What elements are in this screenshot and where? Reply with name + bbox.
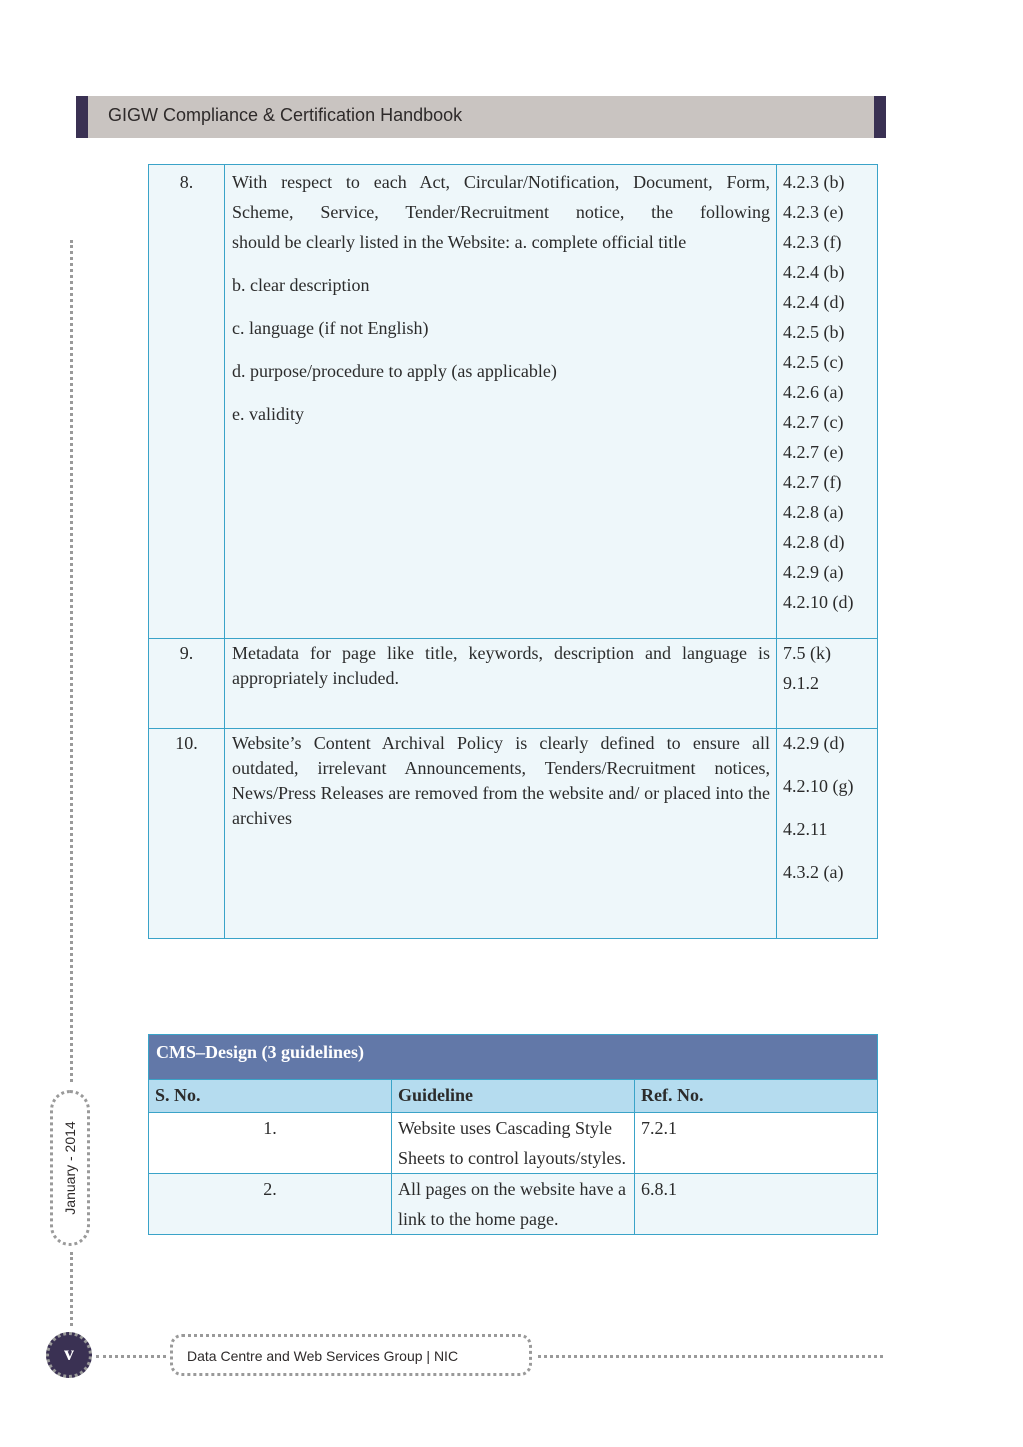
footer-dotted-line-left bbox=[96, 1355, 166, 1358]
serial-number-cell: 9. bbox=[149, 639, 225, 729]
reference-number: 4.2.6 (a) bbox=[783, 382, 844, 402]
page-number-badge bbox=[46, 1332, 92, 1378]
guidelines-table-continued bbox=[148, 164, 878, 939]
guideline-sub-item: d. purpose/procedure to apply (as applicable) bbox=[232, 361, 557, 381]
reference-number: 4.2.4 (b) bbox=[783, 262, 845, 282]
guideline-cell: All pages on the website have a link to the home page. bbox=[392, 1174, 635, 1235]
table-row bbox=[149, 729, 878, 939]
reference-number: 4.2.5 (c) bbox=[783, 352, 844, 372]
reference-cell: 6.8.1 bbox=[635, 1174, 878, 1235]
cms-design-table bbox=[148, 1034, 878, 1235]
guideline-line: Scheme, Service, Tender/Recruitment notice, the following bbox=[232, 202, 770, 222]
reference-number: 9.1.2 bbox=[783, 673, 819, 693]
reference-number: 4.2.7 (c) bbox=[783, 412, 844, 432]
header-accent-right bbox=[874, 96, 886, 138]
guideline-cell bbox=[225, 165, 777, 639]
date-label: January - 2014 bbox=[62, 1121, 78, 1215]
page-header bbox=[76, 96, 886, 138]
page-number: v bbox=[64, 1343, 74, 1365]
serial-number-cell: 1. bbox=[149, 1113, 392, 1174]
reference-number: 4.2.8 (d) bbox=[783, 532, 845, 552]
guideline-cell: Website uses Cascading Style Sheets to control layouts/styles. bbox=[392, 1113, 635, 1174]
reference-number: 4.2.8 (a) bbox=[783, 502, 844, 522]
guideline-sub-item: c. language (if not English) bbox=[232, 318, 429, 338]
reference-number: 4.2.5 (b) bbox=[783, 322, 845, 342]
guideline-line: With respect to each Act, Circular/Notification, Document, Form, bbox=[232, 172, 770, 192]
table-header-row bbox=[149, 1080, 878, 1113]
footer-dotted-line-right bbox=[538, 1355, 883, 1358]
guideline-sub-item: e. validity bbox=[232, 404, 304, 424]
reference-number: 4.2.7 (f) bbox=[783, 472, 842, 492]
guideline-cell: Website’s Content Archival Policy is clearly defined to ensure all outdated, irrelevant Announcements, Tenders/Recruitment notices, News/Press Releases are removed from the website and/ or placed into the archives bbox=[225, 729, 777, 939]
reference-number: 4.2.10 (g) bbox=[783, 776, 854, 796]
reference-cell bbox=[777, 639, 878, 729]
reference-number: 4.2.3 (f) bbox=[783, 232, 842, 252]
table-caption: CMS–Design (3 guidelines) bbox=[149, 1035, 878, 1080]
column-header-sno: S. No. bbox=[149, 1080, 392, 1113]
guideline-cell: Metadata for page like title, keywords, description and language is appropriately included. bbox=[225, 639, 777, 729]
reference-number: 4.2.3 (b) bbox=[783, 172, 845, 192]
table-row bbox=[149, 165, 878, 639]
table-row bbox=[149, 1174, 878, 1235]
reference-number: 4.3.2 (a) bbox=[783, 862, 844, 882]
reference-number: 4.2.10 (d) bbox=[783, 592, 854, 612]
footer-org-box bbox=[170, 1334, 532, 1376]
reference-cell bbox=[777, 729, 878, 939]
table-row bbox=[149, 1113, 878, 1174]
header-title: GIGW Compliance & Certification Handbook bbox=[108, 105, 463, 125]
side-rail-dotted-line bbox=[70, 240, 73, 1082]
reference-number: 4.2.3 (e) bbox=[783, 202, 844, 222]
reference-number: 4.2.11 bbox=[783, 819, 828, 839]
reference-number: 4.2.9 (a) bbox=[783, 562, 844, 582]
footer-org-label: Data Centre and Web Services Group | NIC bbox=[187, 1348, 459, 1364]
serial-number-cell: 10. bbox=[149, 729, 225, 939]
reference-number: 4.2.9 (d) bbox=[783, 733, 845, 753]
column-header-ref: Ref. No. bbox=[635, 1080, 878, 1113]
date-badge bbox=[50, 1090, 90, 1246]
serial-number-cell: 8. bbox=[149, 165, 225, 639]
table-row bbox=[149, 639, 878, 729]
reference-cell: 7.2.1 bbox=[635, 1113, 878, 1174]
serial-number-cell: 2. bbox=[149, 1174, 392, 1235]
guideline-line: should be clearly listed in the Website: a. complete official title bbox=[232, 232, 687, 252]
reference-number: 4.2.4 (d) bbox=[783, 292, 845, 312]
reference-number: 7.5 (k) bbox=[783, 643, 831, 663]
side-rail-dotted-line-lower bbox=[70, 1252, 73, 1326]
header-accent-left bbox=[76, 96, 88, 138]
column-header-guideline: Guideline bbox=[392, 1080, 635, 1113]
reference-number: 4.2.7 (e) bbox=[783, 442, 844, 462]
table-caption-row bbox=[149, 1035, 878, 1080]
guideline-sub-item: b. clear description bbox=[232, 275, 370, 295]
reference-cell bbox=[777, 165, 878, 639]
